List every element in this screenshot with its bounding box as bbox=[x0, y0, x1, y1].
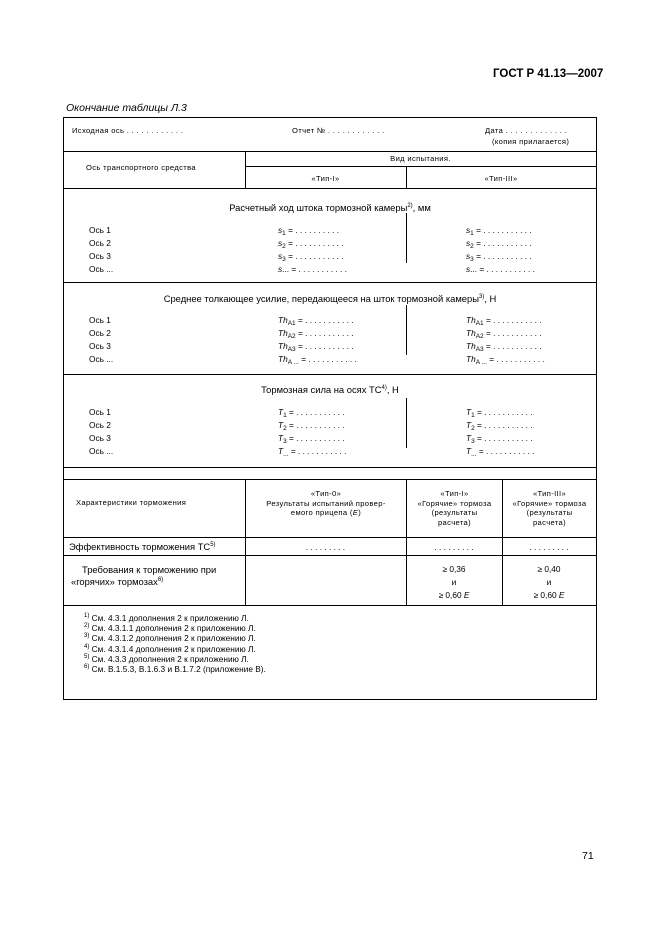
brake-force-type3: $T_3$ = . . . . . . . . . . . bbox=[466, 433, 533, 445]
type1-hot-header: «Тип-I» «Горячие» тормоза (результаты расчета) bbox=[417, 489, 492, 528]
brake-force-type3: $T_2$ = . . . . . . . . . . . bbox=[466, 420, 533, 432]
brake-force-type1: $T_1$ = . . . . . . . . . . . bbox=[278, 407, 345, 419]
efficiency-type0: . . . . . . . . . bbox=[305, 542, 346, 552]
stroke-value-type1: $s_3$ = . . . . . . . . . . . bbox=[278, 251, 344, 263]
efficiency-type1: . . . . . . . . . bbox=[434, 542, 474, 552]
axis-label: Ось 3 bbox=[89, 251, 111, 261]
force-value-type3: $Th_{A1}$ = . . . . . . . . . . . bbox=[466, 315, 542, 327]
footnote-2: $^{2)}$ См. 4.3.1.1 дополнения 2 к приложению Л. bbox=[84, 623, 256, 634]
requirement-label-line1: Требования к торможению при bbox=[82, 564, 217, 575]
footnote-1: $^{1)}$ См. 4.3.1 дополнения 2 к приложению Л. bbox=[84, 613, 249, 623]
divider bbox=[406, 213, 407, 263]
axis-label: Ось 1 bbox=[89, 315, 111, 325]
footnote-6: $^{6)}$ См. В.1.5.3, В.1.6.3 и В.1.7.2 (приложение В). bbox=[84, 664, 266, 675]
force-value-type3: $Th_{A3}$ = . . . . . . . . . . . bbox=[466, 341, 542, 353]
brake-force-type3: $T_{...}$ = . . . . . . . . . . . bbox=[466, 446, 535, 458]
force-value-type1: $Th_{A3}$ = . . . . . . . . . . . bbox=[278, 341, 354, 353]
vehicle-axis-header: Ось транспортного средства bbox=[86, 163, 196, 172]
force-value-type1: $Th_{A ...}$ = . . . . . . . . . . . bbox=[278, 354, 357, 366]
divider bbox=[64, 555, 596, 556]
force-value-type1: $Th_{A1}$ = . . . . . . . . . . . bbox=[278, 315, 354, 327]
stroke-value-type1: s... = . . . . . . . . . . . bbox=[278, 264, 347, 274]
page-number: 71 bbox=[582, 850, 594, 862]
divider bbox=[64, 374, 596, 375]
divider bbox=[64, 151, 596, 152]
footnote-4: $^{4)}$ См. 4.3.1.4 дополнения 2 к приложению Л. bbox=[84, 643, 256, 654]
force-value-type1: $Th_{A2}$ = . . . . . . . . . . . bbox=[278, 328, 354, 340]
divider bbox=[64, 188, 596, 189]
divider bbox=[64, 282, 596, 283]
table-caption: Окончание таблицы Л.3 bbox=[66, 102, 187, 114]
divider bbox=[406, 305, 407, 355]
type3-hot-header: «Тип-III» «Горячие» тормоза (результаты расчета) bbox=[512, 489, 587, 528]
axis-label: Ось 2 bbox=[89, 328, 111, 338]
efficiency-label: Эффективность торможения ТС$^{5)}$ bbox=[69, 541, 216, 552]
section2-title: Среднее толкающее усилие, передающееся на шток тормозной камеры$^{3)}$, Н bbox=[163, 293, 497, 304]
type0-header: «Тип-0» Результаты испытаний провер- емого прицепа (E) bbox=[266, 489, 386, 518]
stroke-value-type3: $s_3$ = . . . . . . . . . . . bbox=[466, 251, 532, 263]
axis-label: Ось ... bbox=[89, 264, 114, 274]
date-field: Дата . . . . . . . . . . . . . bbox=[485, 126, 568, 135]
document-code: ГОСТ Р 41.13—2007 bbox=[493, 68, 604, 80]
divider bbox=[64, 537, 596, 538]
axis-label: Ось ... bbox=[89, 446, 114, 456]
divider bbox=[245, 166, 596, 167]
efficiency-type3: . . . . . . . . . bbox=[529, 542, 569, 552]
axis-label: Ось 3 bbox=[89, 341, 111, 351]
divider bbox=[406, 398, 407, 448]
axis-label: Ось 1 bbox=[89, 407, 111, 417]
footnote-3: $^{3)}$ См. 4.3.1.2 дополнения 2 к приложению Л. bbox=[84, 633, 256, 644]
axis-label: Ось 1 bbox=[89, 225, 111, 235]
divider bbox=[64, 467, 596, 468]
stroke-value-type3: $s_2$ = . . . . . . . . . . . bbox=[466, 238, 532, 250]
axis-label: Ось ... bbox=[89, 354, 114, 364]
axis-label: Ось 3 bbox=[89, 433, 111, 443]
stroke-value-type3: $s_1$ = . . . . . . . . . . . bbox=[466, 225, 532, 237]
divider bbox=[64, 605, 596, 606]
footnotes bbox=[84, 613, 266, 674]
force-value-type3: $Th_{A ...}$ = . . . . . . . . . . . bbox=[466, 354, 545, 366]
type3-header: «Тип-III» bbox=[484, 174, 518, 183]
section1-title: Расчетный ход штока тормозной камеры$^{2)}$, мм bbox=[229, 202, 431, 213]
footnote-5: $^{5)}$ См. 4.3.3 дополнения 2 к приложению Л. bbox=[84, 653, 249, 664]
brake-force-type1: $T_3$ = . . . . . . . . . . . bbox=[278, 433, 345, 445]
requirement-label-line2: «горячих» тормозах$^{6)}$ bbox=[71, 576, 164, 587]
requirement-type1: ≥ 0,36 и ≥ 0,60 E bbox=[438, 564, 470, 600]
date-note: (копия прилагается) bbox=[492, 137, 570, 146]
source-axis-field: Исходная ось . . . . . . . . . . . . bbox=[72, 126, 184, 135]
report-number-field: Отчет № . . . . . . . . . . . . bbox=[292, 126, 385, 135]
brake-force-type1: $T_{...}$ = . . . . . . . . . . . bbox=[278, 446, 347, 458]
stroke-value-type1: $s_2$ = . . . . . . . . . . . bbox=[278, 238, 344, 250]
divider bbox=[64, 479, 596, 480]
type1-header: «Тип-I» bbox=[311, 174, 340, 183]
braking-characteristics-header: Характеристики торможения bbox=[76, 498, 187, 507]
brake-force-type3: $T_1$ = . . . . . . . . . . . bbox=[466, 407, 533, 419]
force-value-type3: $Th_{A2}$ = . . . . . . . . . . . bbox=[466, 328, 542, 340]
stroke-value-type1: $s_1$ = . . . . . . . . . . bbox=[278, 225, 340, 237]
brake-force-type1: $T_2$ = . . . . . . . . . . . bbox=[278, 420, 345, 432]
requirement-type3: ≥ 0,40 и ≥ 0,60 E bbox=[533, 564, 565, 600]
test-kind-header: Вид испытания. bbox=[390, 154, 451, 163]
axis-label: Ось 2 bbox=[89, 238, 111, 248]
section3-title: Тормозная сила на осях ТС$^{4)}$, Н bbox=[261, 384, 399, 395]
axis-label: Ось 2 bbox=[89, 420, 111, 430]
stroke-value-type3: s... = . . . . . . . . . . . bbox=[466, 264, 535, 274]
table-frame bbox=[63, 117, 597, 700]
